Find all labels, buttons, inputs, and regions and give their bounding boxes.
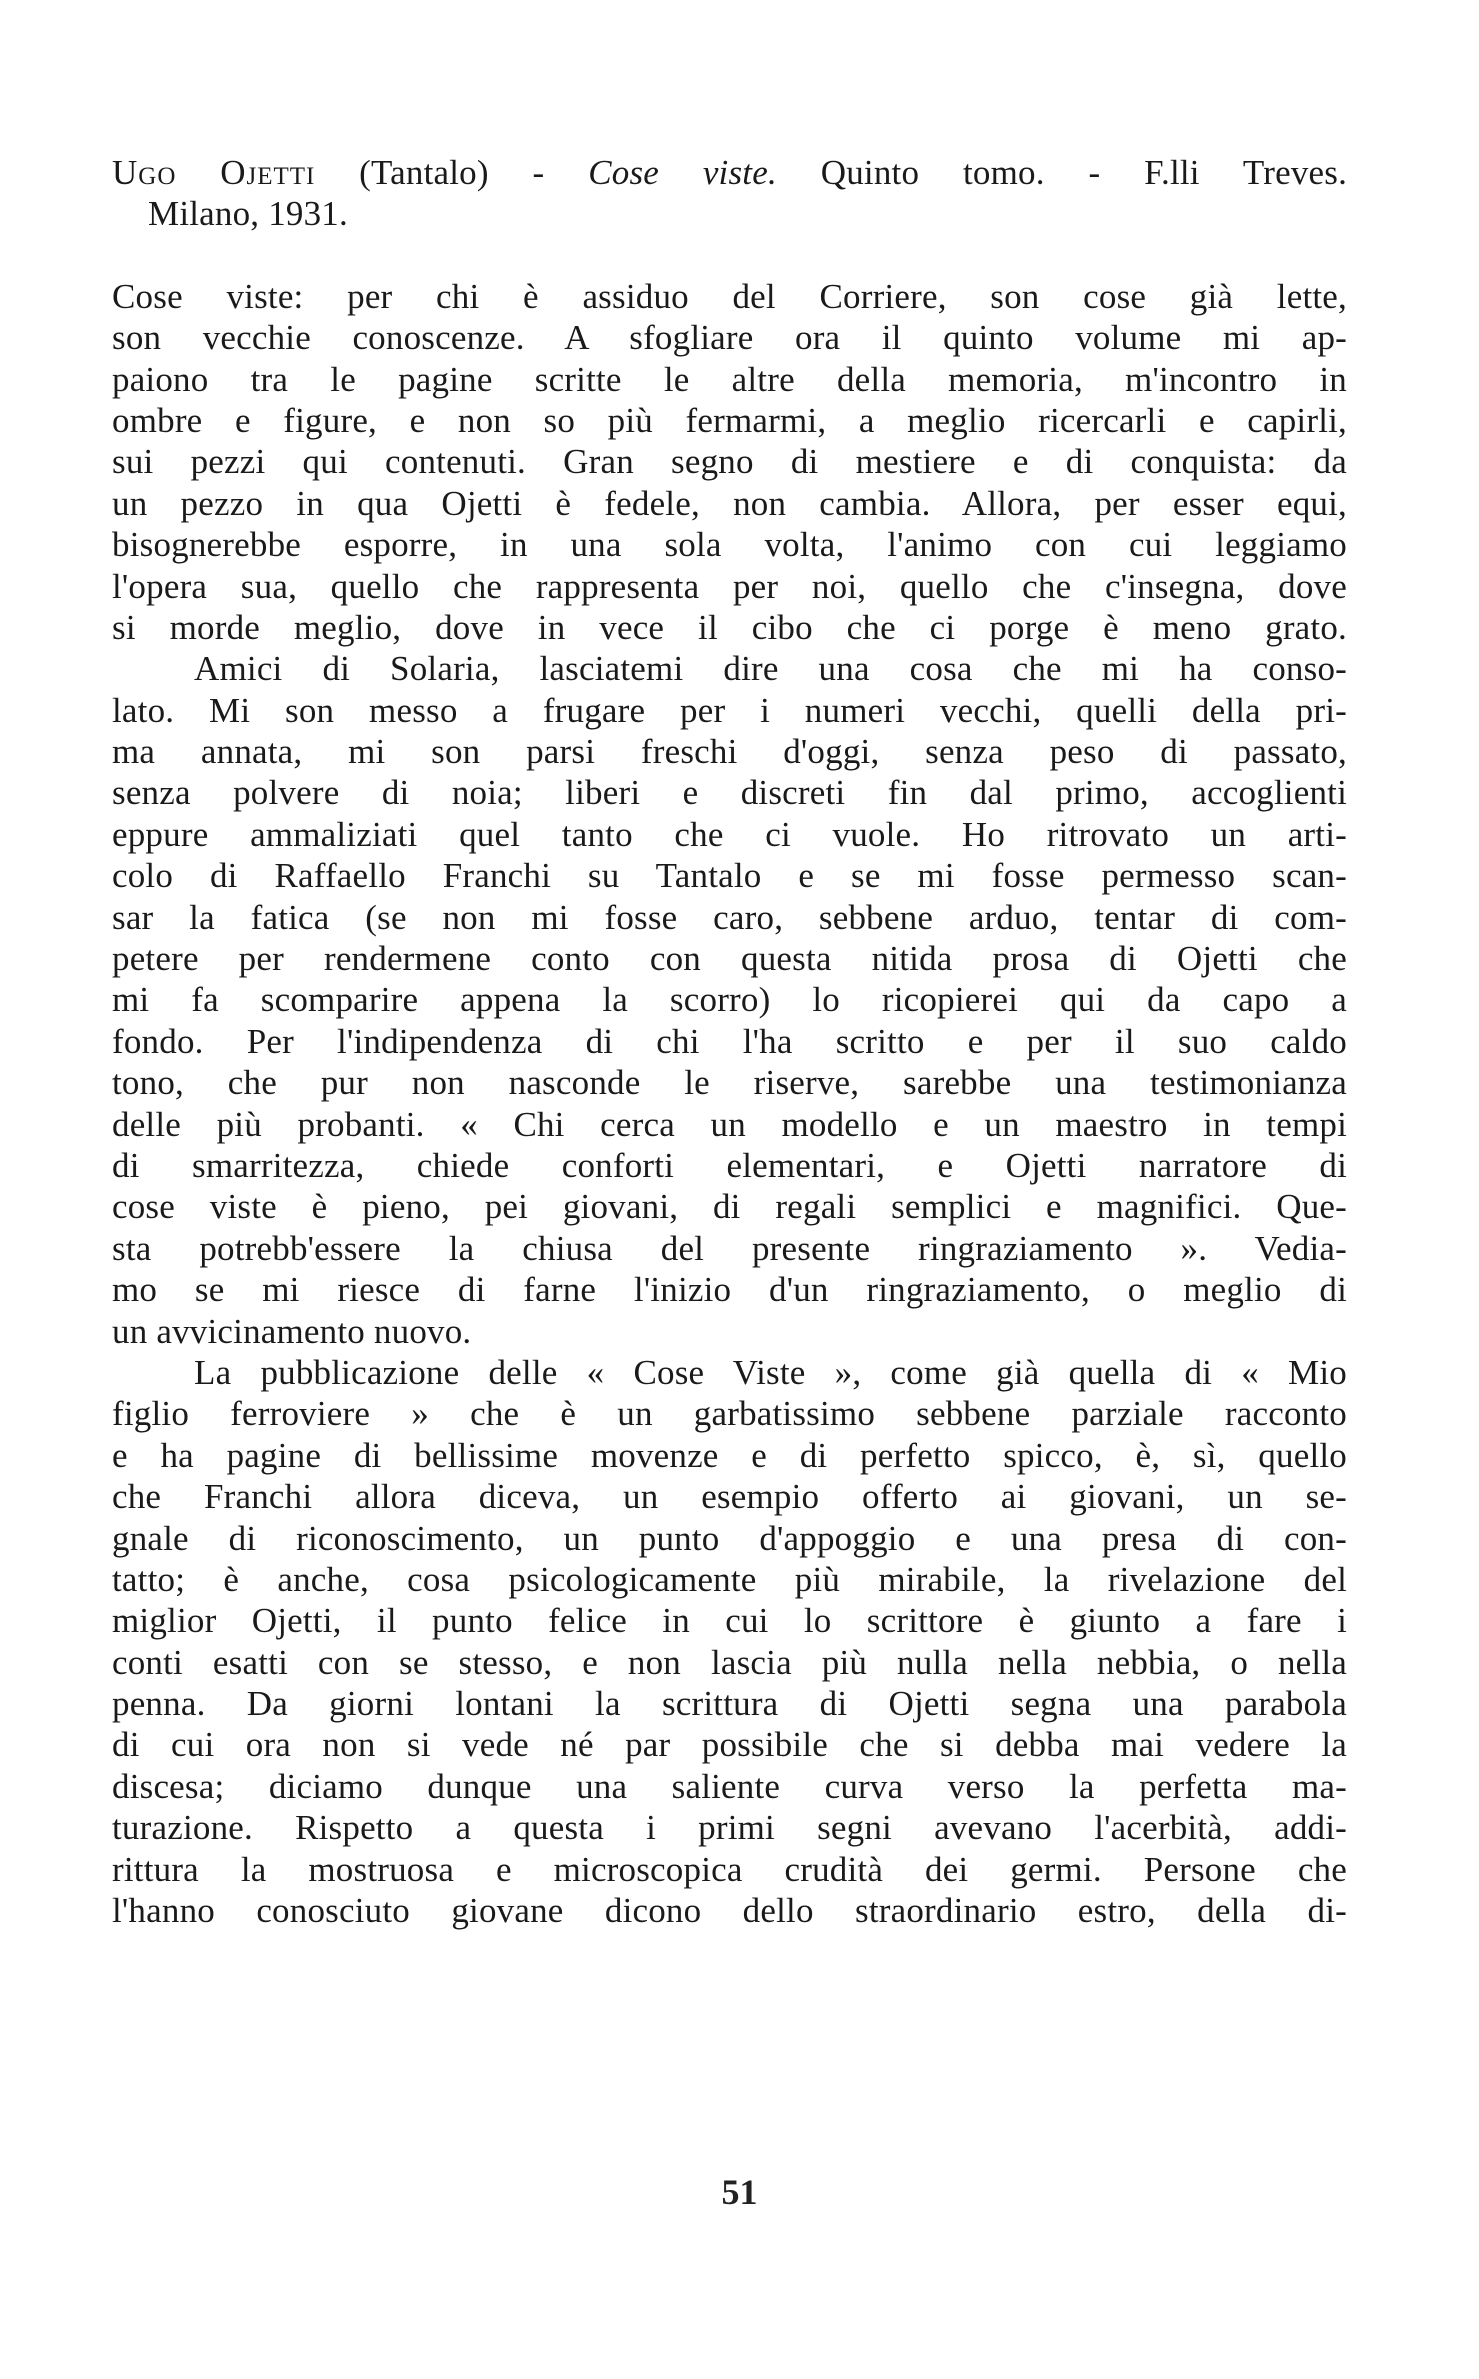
text-line: ombre e figure, e non so più fermarmi, a meglio ricercarli e capirli, xyxy=(112,400,1347,440)
text-line: si morde meglio, dove in vece il cibo che ci porge è meno grato. xyxy=(112,607,1347,647)
text-line: delle più probanti. « Chi cerca un modello e un maestro in tempi xyxy=(112,1104,1347,1144)
text-line: sar la fatica (se non mi fosse caro, sebbene arduo, tentar di com- xyxy=(112,897,1347,937)
text-line: paiono tra le pagine scritte le altre della memoria, m'incontro in xyxy=(112,359,1347,399)
publisher: F.lli Treves. xyxy=(1144,153,1348,192)
text-line: un pezzo in qua Ojetti è fedele, non cambia. Allora, per esser equi, xyxy=(112,483,1347,523)
text-line: tatto; è anche, cosa psicologicamente più mirabile, la rivelazione del xyxy=(112,1559,1347,1599)
text-line: sui pezzi qui contenuti. Gran segno di mestiere e di conquista: da xyxy=(112,442,1347,482)
text-line: gnale di riconoscimento, un punto d'appoggio e una presa di con- xyxy=(112,1518,1347,1558)
text-line: conti esatti con se stesso, e non lascia più nulla nella nebbia, o nella xyxy=(112,1642,1347,1682)
text-line: cose viste è pieno, pei giovani, di regali semplici e magnifici. Que- xyxy=(112,1187,1347,1227)
header-line-1 xyxy=(112,152,1347,193)
text-line: l'hanno conosciuto giovane dicono dello straordinario estro, della di- xyxy=(112,1891,1347,1931)
book-title: Cose viste. xyxy=(588,153,777,192)
text-line: petere per rendermene conto con questa nitida prosa di Ojetti che xyxy=(112,939,1347,979)
text-line: colo di Raffaello Franchi su Tantalo e se mi fosse permesso scan- xyxy=(112,856,1347,896)
separator: - xyxy=(1044,153,1145,192)
text-line: di smarritezza, chiede conforti elementari, e Ojetti narratore di xyxy=(112,1145,1347,1185)
text-line: Cose viste: per chi è assiduo del Corriere, son cose già lette, xyxy=(112,276,1347,316)
bibliographic-header xyxy=(112,152,1347,235)
text-line: l'opera sua, quello che rappresenta per noi, quello che c'insegna, dove xyxy=(112,566,1347,606)
text-line: un avvicinamento nuovo. xyxy=(112,1311,472,1351)
text-line: La pubblicazione delle « Cose Viste », come già quella di « Mio xyxy=(194,1352,1347,1392)
text-line: sta potrebb'essere la chiusa del presente ringraziamento ». Vedia- xyxy=(112,1228,1347,1268)
text-line: mo se mi riesce di farne l'inizio d'un ringraziamento, o meglio di xyxy=(112,1270,1347,1310)
text-line: penna. Da giorni lontani la scrittura di Ojetti segna una parabola xyxy=(112,1684,1347,1724)
text-line: turazione. Rispetto a questa i primi segni avevano l'acerbità, addi- xyxy=(112,1808,1347,1848)
author-first-name: Ugo xyxy=(112,153,177,192)
text-line: tono, che pur non nasconde le riserve, sarebbe una testimonianza xyxy=(112,1063,1347,1103)
text-line: che Franchi allora diceva, un esempio offerto ai giovani, un se- xyxy=(112,1477,1347,1517)
text-line: e ha pagine di bellissime movenze e di perfetto spicco, è, sì, quello xyxy=(112,1435,1347,1475)
text-line: di cui ora non si vede né par possibile che si debba mai vedere la xyxy=(112,1725,1347,1765)
text-line: eppure ammaliziati quel tanto che ci vuole. Ho ritrovato un arti- xyxy=(112,814,1347,854)
text-line: ma annata, mi son parsi freschi d'oggi, senza peso di passato, xyxy=(112,732,1347,772)
author-last-name: Ojetti xyxy=(220,153,316,192)
text-line: Amici di Solaria, lasciatemi dire una cosa che mi ha conso- xyxy=(194,649,1347,689)
text-line: rittura la mostruosa e microscopica crudità dei germi. Persone che xyxy=(112,1849,1347,1889)
text-line: senza polvere di noia; liberi e discreti fin dal primo, accoglienti xyxy=(112,773,1347,813)
text-line: fondo. Per l'indipendenza di chi l'ha scritto e per il suo caldo xyxy=(112,1021,1347,1061)
text-line: miglior Ojetti, il punto felice in cui lo scrittore è giunto a fare i xyxy=(112,1601,1347,1641)
volume: Quinto tomo. xyxy=(820,153,1045,192)
text-line: lato. Mi son messo a frugare per i numeri vecchi, quelli della pri- xyxy=(112,690,1347,730)
page-number: 51 xyxy=(721,2172,758,2212)
text-line: discesa; diciamo dunque una saliente curva verso la perfetta ma- xyxy=(112,1766,1347,1806)
body-text xyxy=(112,276,1347,1932)
text-line: son vecchie conoscenze. A sfogliare ora il quinto volume mi ap- xyxy=(112,318,1347,358)
review-text xyxy=(112,152,1347,1931)
header-line-2: Milano, 1931. xyxy=(148,194,348,234)
text-line: bisognerebbe esporre, in una sola volta, l'animo con cui leggiamo xyxy=(112,525,1347,565)
separator: - xyxy=(488,153,589,192)
spacer xyxy=(112,235,1347,276)
pseudonym: (Tantalo) xyxy=(359,153,489,192)
text-line: figlio ferroviere » che è un garbatissimo sebbene parziale racconto xyxy=(112,1394,1347,1434)
text-line: mi fa scomparire appena la scorro) lo ricopierei qui da capo a xyxy=(112,980,1347,1020)
